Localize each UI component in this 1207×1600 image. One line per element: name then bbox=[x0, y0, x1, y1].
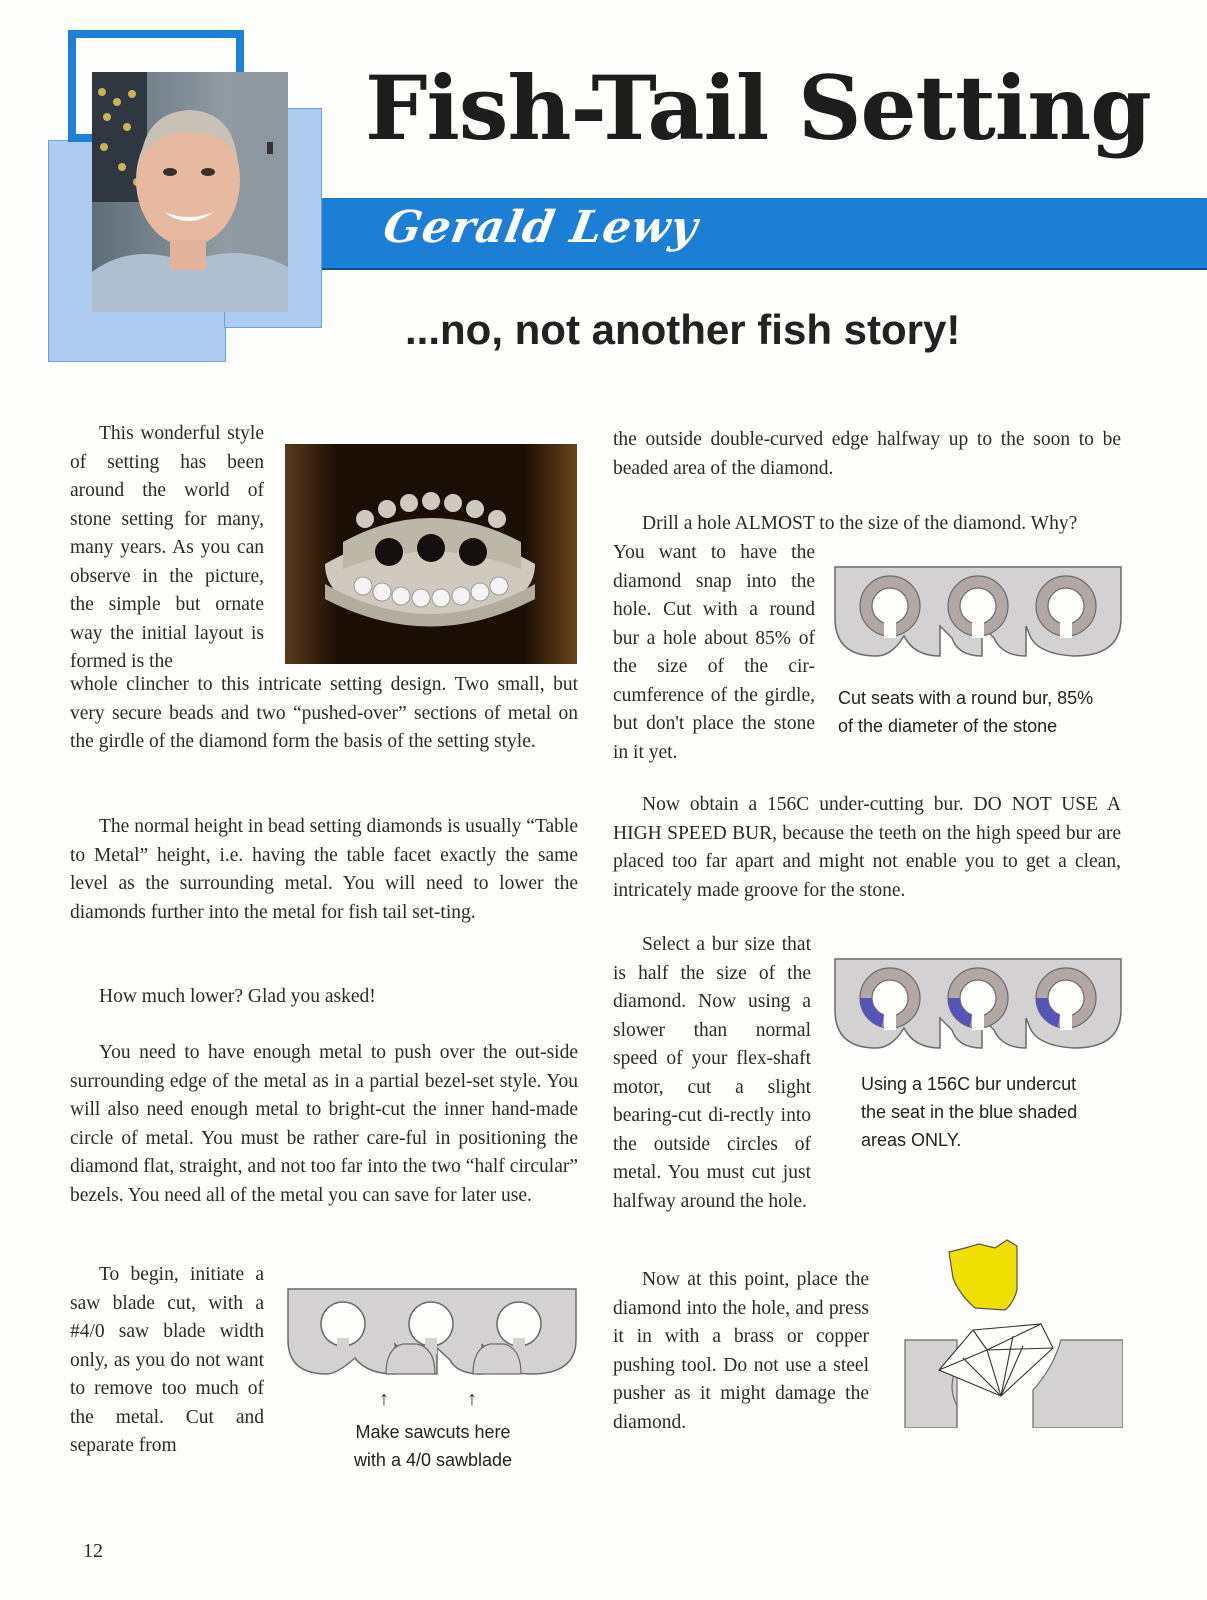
arrow-up-icon: ↑ bbox=[379, 1388, 389, 1410]
round-bur-seats-diagram bbox=[834, 566, 1122, 662]
paragraph-saw-blade-cut: To begin, initiate a saw blade cut, with a #4/0 saw blade width only, as you do not want to remove too much of the metal. Cut and separate from bbox=[70, 1264, 264, 1456]
paragraph-table-to-metal: The normal height in bead setting diamonds is usually “Table to Metal” height, i.e. having the table facet exactly the same level as the surrounding metal. You will need to lower the diamonds further into the metal for fish tail set-ting. bbox=[70, 816, 578, 923]
diamond-pusher-diagram bbox=[903, 1238, 1123, 1428]
author-photo bbox=[92, 72, 288, 312]
paragraph-bur-size: Select a bur size that is half the size of the diamond. Now using a slower than normal speed of your flex-shaft motor, cut a slight bearing-cut di-rectly into the outside circles of metal. You must cut just halfway around the hole. bbox=[613, 934, 811, 1212]
paragraph-drill-rest: You want to have the diamond snap into the hole. Cut with a round bur a hole about 85% of the size of the cir-cumference of the girdle, but don't place the stone in it yet. bbox=[613, 542, 815, 763]
arrow-up-icon: ↑ bbox=[467, 1388, 477, 1410]
paragraph-outside-edge: the outside double-curved edge halfway up to the soon to be beaded area of the diamond. bbox=[613, 429, 1121, 479]
undercut-caption: Using a 156C bur undercut the seat in the blue shaded areas ONLY. bbox=[861, 1074, 1078, 1150]
paragraph-enough-metal: You need to have enough metal to push over the out-side surrounding edge of the metal as in a partial bezel-set style. You will also need enough metal to bright-cut the inner hand-made circle of metal. You must be rather care-ful in positioning the diamond flat, straight, and not too far into the two “half circular” bezels. You need all of the metal you can save for later use. bbox=[70, 1042, 578, 1206]
sawcut-caption: Make sawcuts here with a 4/0 sawblade bbox=[353, 1422, 513, 1470]
author-name: Gerald Lewy bbox=[379, 202, 702, 253]
ring-photo bbox=[285, 444, 577, 664]
paragraph-156c-bur: Now obtain a 156C under-cutting bur. DO NOT USE A HIGH SPEED BUR, because the teeth on the high speed bur are placed too far apart and might not enable you to get a clean, intricately made groove for the stone. bbox=[613, 794, 1121, 901]
paragraph-how-much-lower: How much lower? Glad you asked! bbox=[99, 986, 376, 1007]
paragraph-drill-first-line: Drill a hole ALMOST to the size of the diamond. Why? bbox=[642, 513, 1078, 534]
page-subtitle: ...no, not another fish story! bbox=[405, 306, 961, 353]
paragraph-place-diamond: Now at this point, place the diamond into the hole, and press it in with a brass or copper pushing tool. Do not use a steel pusher as it might damage the diamond. bbox=[613, 1269, 869, 1433]
sawcut-diagram bbox=[287, 1288, 577, 1390]
undercut-diagram bbox=[834, 958, 1122, 1054]
intro-continued-text: whole clincher to this intricate setting design. Two small, but very secure beads and two “pushed-over” sections of metal on the girdle of the diamond form the basis of the setting style. bbox=[70, 674, 578, 752]
intro-wrapped-text: This wonderful style of setting has been around the world of stone setting for many, many years. As you can observe in the picture, the simple but ornate way the initial layout is formed is the bbox=[70, 423, 264, 672]
page-number: 12 bbox=[83, 1540, 103, 1562]
page-title: Fish-Tail Setting bbox=[365, 56, 1151, 160]
round-bur-seats-caption: Cut seats with a round bur, 85% of the diameter of the stone bbox=[838, 688, 1094, 736]
